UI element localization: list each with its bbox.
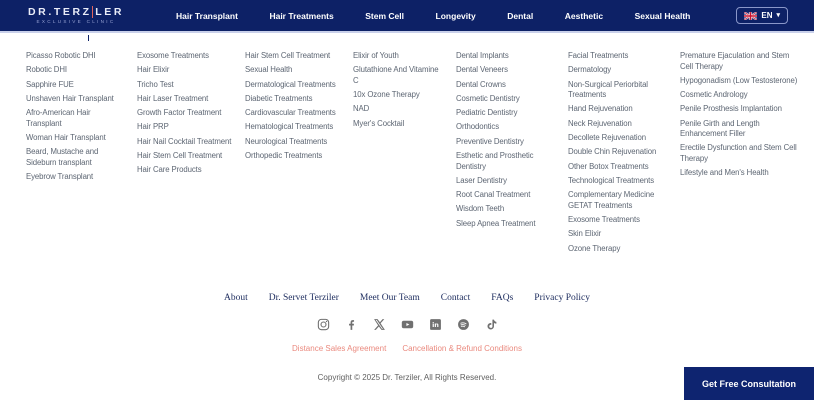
footer-link-meet-our-team[interactable]: Meet Our Team [359,293,420,303]
facebook-icon[interactable] [345,318,358,331]
mega-link-cardiovascular-treatments[interactable]: Cardiovascular Treatments [245,108,336,118]
get-free-consultation-button[interactable]: Get Free Consultation [684,367,814,400]
brand-logo[interactable] [28,6,124,25]
mega-link-growth-factor-treatment[interactable]: Growth Factor Treatment [137,108,222,118]
language-label: EN [761,11,773,20]
mega-link-beard-mustache-and-sideburn-transplant[interactable]: Beard, Mustache and Sideburn transplant [26,147,99,167]
mega-link-picasso-robotic-dhi[interactable]: Picasso Robotic DHI [26,51,96,60]
legal-link-cancellation-refund-conditions[interactable]: Cancellation & Refund Conditions [402,344,522,353]
mega-link-nad[interactable]: NAD [353,104,370,114]
chevron-down-icon: ▾ [776,12,780,19]
language-selector[interactable] [736,7,788,24]
youtube-icon[interactable] [401,318,414,331]
mega-link-non-surgical-periorbital-treatments[interactable]: Non-Surgical Periorbital Treatments [568,79,648,100]
top-navbar [0,0,814,33]
nav-item-hair-treatments[interactable]: Hair Treatments [269,10,334,21]
footer-link-privacy-policy[interactable]: Privacy Policy [534,293,590,303]
nav-item-sexual-health[interactable]: Sexual Health [634,10,691,21]
mega-link-penile-girth-and-length-enhancement-filler[interactable]: Penile Girth and Length Enhancement Filler [680,118,760,139]
mega-link-pediatric-dentistry[interactable]: Pediatric Dentistry [456,108,518,118]
footer-nav [0,293,814,303]
mega-link-tricho-test[interactable]: Tricho Test [137,79,174,89]
mega-link-afro-american-hair-transplant[interactable]: Afro-American Hair Transplant [26,108,91,128]
mega-link-sapphire-fue[interactable]: Sapphire FUE [26,79,74,89]
mega-link-double-chin-rejuvenation[interactable]: Double Chin Rejuvenation [568,147,657,157]
mega-column-sexual-health [680,51,804,258]
logo-text-left: DR.TERZ [28,5,92,18]
x-icon[interactable] [373,318,386,331]
mega-link-glutathione-and-vitamine-c[interactable]: Glutathione And Vitamine C [353,65,439,85]
mega-link-sexual-health[interactable]: Sexual Health [245,65,293,75]
footer-link-about[interactable]: About [224,293,248,303]
mega-link-ozone-therapy[interactable]: Ozone Therapy [568,243,621,253]
mega-link-other-botox-treatments[interactable]: Other Botox Treatments [568,161,649,171]
mega-link-hair-stem-cell-treatment[interactable]: Hair Stem Cell Treatment [137,151,223,161]
nav-item-hair-transplant[interactable]: Hair Transplant [176,10,238,21]
mega-link-elixir-of-youth[interactable]: Elixir of Youth [353,51,399,60]
mega-link-10x-ozone-therapy[interactable]: 10x Ozone Therapy [353,90,420,100]
mega-link-unshaven-hair-transplant[interactable]: Unshaven Hair Transplant [26,93,114,103]
mega-link-complementary-medicine-getat-treatments[interactable]: Complementary Medicine GETAT Treatments [568,190,655,210]
mega-link-neurological-treatments[interactable]: Neurological Treatments [245,136,328,146]
legal-link-distance-sales-agreement[interactable]: Distance Sales Agreement [292,344,387,353]
mega-link-myer-s-cocktail[interactable]: Myer's Cocktail [353,118,405,128]
instagram-icon[interactable] [317,318,330,331]
mega-link-esthetic-and-prosthetic-dentistry[interactable]: Esthetic and Prosthetic Dentistry [456,151,534,171]
mega-link-exosome-treatments[interactable]: Exosome Treatments [137,51,209,60]
mega-link-erectile-dysfunction-and-stem-cell-therapy[interactable]: Erectile Dysfunction and Stem Cell Therapy [680,143,797,163]
mega-link-facial-treatments[interactable]: Facial Treatments [568,51,629,60]
nav-item-stem-cell[interactable]: Stem Cell [365,10,404,21]
uk-flag-icon [744,12,757,20]
mega-link-hand-rejuvenation[interactable]: Hand Rejuvenation [568,104,633,114]
mega-column-longevity [353,51,452,258]
mega-link-root-canal-treatment[interactable]: Root Canal Treatment [456,190,531,200]
mega-link-hair-prp[interactable]: Hair PRP [137,122,169,132]
mega-link-robotic-dhi[interactable]: Robotic DHI [26,65,67,75]
footer-link-dr-servet-terziler[interactable]: Dr. Servet Terziler [268,293,339,303]
mega-link-technological-treatments[interactable]: Technological Treatments [568,175,655,185]
main-navigation [148,11,736,21]
mega-column-hair-transplant [26,51,133,258]
mega-link-orthodontics[interactable]: Orthodontics [456,122,500,132]
mega-column-hair-treatments [137,51,241,258]
mega-column-dental [456,51,564,258]
footer-link-contact[interactable]: Contact [440,293,471,303]
mega-link-dermatological-treatments[interactable]: Dermatological Treatments [245,79,336,89]
legal-links [0,344,814,353]
mega-link-preventive-dentistry[interactable]: Preventive Dentistry [456,136,524,146]
mega-link-diabetic-treatments[interactable]: Diabetic Treatments [245,93,313,103]
mega-link-hematological-treatments[interactable]: Hematological Treatments [245,122,334,132]
mega-link-skin-elixir[interactable]: Skin Elixir [568,229,602,239]
mega-link-penile-prosthesis-implantation[interactable]: Penile Prosthesis Implantation [680,104,782,114]
mega-link-premature-ejaculation-and-stem-cell-therapy[interactable]: Premature Ejaculation and Stem Cell Therapy [680,51,790,71]
mega-link-wisdom-teeth[interactable]: Wisdom Teeth [456,204,505,214]
nav-item-longevity[interactable]: Longevity [435,10,476,21]
logo-accent-bar [92,6,94,18]
mega-link-decollete-rejuvenation[interactable]: Decollete Rejuvenation [568,132,646,142]
mega-link-cosmetic-andrology[interactable]: Cosmetic Andrology [680,90,748,100]
mega-link-woman-hair-transplant[interactable]: Woman Hair Transplant [26,132,106,142]
mega-link-sleep-apnea-treatment[interactable]: Sleep Apnea Treatment [456,218,536,228]
mega-link-hair-nail-cocktail-treatment[interactable]: Hair Nail Cocktail Treatment [137,136,232,146]
mega-link-lifestyle-and-men-s-health[interactable]: Lifestyle and Men's Health [680,168,769,178]
logo-subtitle: EXCLUSIVE CLINIC [36,19,116,25]
nav-item-aesthetic[interactable]: Aesthetic [564,10,604,21]
mega-link-dental-implants[interactable]: Dental Implants [456,51,509,60]
nav-item-dental[interactable]: Dental [507,10,534,21]
mega-link-hair-elixir[interactable]: Hair Elixir [137,65,170,75]
mega-link-hair-care-products[interactable]: Hair Care Products [137,165,202,175]
spotify-icon[interactable] [457,318,470,331]
mega-column-stem-cell [245,51,349,258]
social-links [0,318,814,331]
mega-link-eyebrow-transplant[interactable]: Eyebrow Transplant [26,172,94,182]
mega-link-cosmetic-dentistry[interactable]: Cosmetic Dentistry [456,93,520,103]
mega-link-hair-stem-cell-treatment[interactable]: Hair Stem Cell Treatment [245,51,331,60]
logo-text-right: LER [95,5,125,18]
mega-link-neck-rejuvenation[interactable]: Neck Rejuvenation [568,118,632,128]
footer-sitemap [0,35,814,258]
footer-link-faqs[interactable]: FAQs [491,293,514,303]
mega-link-laser-dentistry[interactable]: Laser Dentistry [456,175,507,185]
tiktok-icon[interactable] [485,318,498,331]
mega-link-hypogonadism-low-testosterone[interactable]: Hypogonadism (Low Testosterone) [680,75,798,85]
mega-link-orthopedic-treatments[interactable]: Orthopedic Treatments [245,151,323,161]
copyright-text: Copyright © 2025 Dr. Terziler, All Rights Reserved. [317,373,497,382]
mega-link-exosome-treatments[interactable]: Exosome Treatments [568,214,640,224]
mega-link-hair-laser-treatment[interactable]: Hair Laser Treatment [137,93,209,103]
mega-link-dental-veneers[interactable]: Dental Veneers [456,65,508,75]
linkedin-icon[interactable] [429,318,442,331]
svg-text:in: in [431,321,439,330]
logo-wordmark [28,6,124,18]
mega-link-dermatology[interactable]: Dermatology [568,65,612,75]
mega-link-dental-crowns[interactable]: Dental Crowns [456,79,506,89]
mega-column-aesthetic [568,51,676,258]
